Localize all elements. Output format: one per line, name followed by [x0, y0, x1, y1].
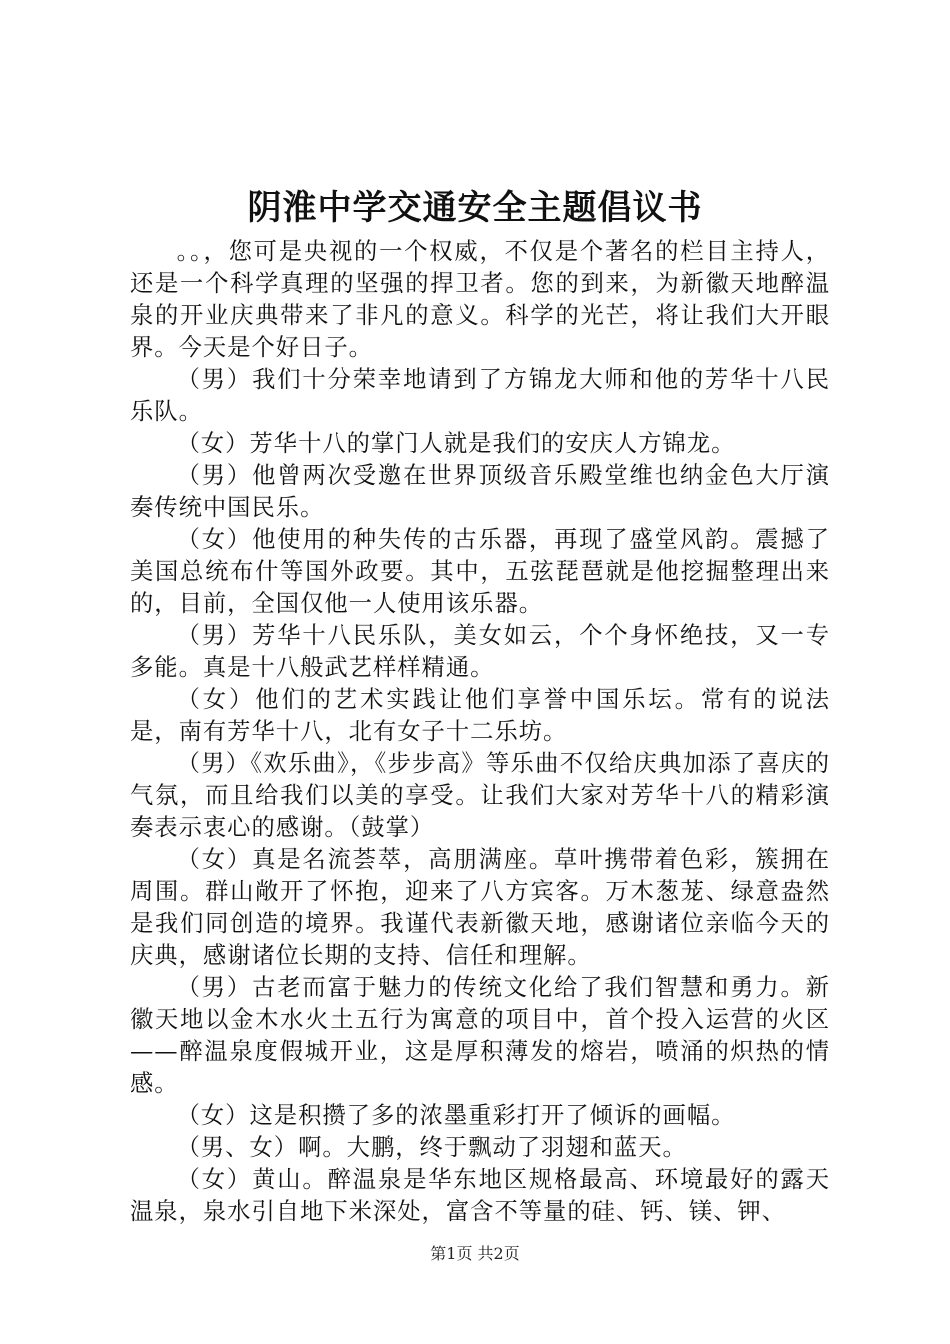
- paragraph: （女）真是名流荟萃，高朋满座。草叶携带着色彩，簇拥在周围。群山敞开了怀抱，迎来了八方宾客。万木葱茏、绿意盎然是我们同创造的境界。我谨代表新徽天地，感谢诸位亲临今天的庆典，感谢诸位长期的支持、信任和理解。: [130, 846, 830, 969]
- paragraph: （男）我们十分荣幸地请到了方锦龙大师和他的芳华十八民乐队。: [130, 366, 830, 425]
- paragraph: （男、女）啊。大鹏，终于飘动了羽翅和蓝天。: [176, 1134, 687, 1161]
- paragraph: （女）他们的艺术实践让他们享誉中国乐坛。常有的说法是，南有芳华十八，北有女子十二乐坊。: [130, 686, 830, 745]
- paragraph: 。。，您可是央视的一个权威，不仅是个著名的栏目主持人，还是一个科学真理的坚强的捍卫者。您的到来，为新徽天地醉温泉的开业庆典带来了非凡的意义。科学的光芒，将让我们大开眼界。今天是个好日子。: [130, 238, 830, 361]
- paragraph: （男）芳华十八民乐队，美女如云，个个身怀绝技，又一专多能。真是十八般武艺样样精通。: [130, 622, 830, 681]
- paragraph: （男）《欢乐曲》，《步步高》等乐曲不仅给庆典加添了喜庆的气氛，而且给我们以美的享受。让我们大家对芳华十八的精彩演奏表示衷心的感谢。（鼓掌）: [130, 750, 830, 841]
- paragraph: （男）古老而富于魅力的传统文化给了我们智慧和勇力。新徽天地以金木水火土五行为寓意的项目中，首个投入运营的火区——醉温泉度假城开业，这是厚积薄发的熔岩，喷涌的炽热的情感。: [130, 974, 830, 1097]
- paragraph: （男）他曾两次受邀在世界顶级音乐殿堂维也纳金色大厅演奏传统中国民乐。: [130, 462, 830, 521]
- document-title: 阴淮中学交通安全主题倡议书: [247, 188, 703, 228]
- document-body: [130, 236, 830, 1228]
- paragraph: （女）黄山。醉温泉是华东地区规格最高、环境最好的露天温泉，泉水引自地下米深处，富含不等量的硅、钙、镁、钾、: [130, 1166, 830, 1225]
- paragraph: （女）这是积攒了多的浓墨重彩打开了倾诉的画幅。: [176, 1102, 736, 1129]
- paragraph: （女）他使用的种失传的古乐器，再现了盛堂风韵。震撼了美国总统布什等国外政要。其中，五弦琵琶就是他挖掘整理出来的，目前，全国仅他一人使用该乐器。: [130, 526, 830, 617]
- paragraph: （女）芳华十八的掌门人就是我们的安庆人方锦龙。: [176, 430, 736, 457]
- page-footer: 第1页 共2页: [430, 1244, 520, 1263]
